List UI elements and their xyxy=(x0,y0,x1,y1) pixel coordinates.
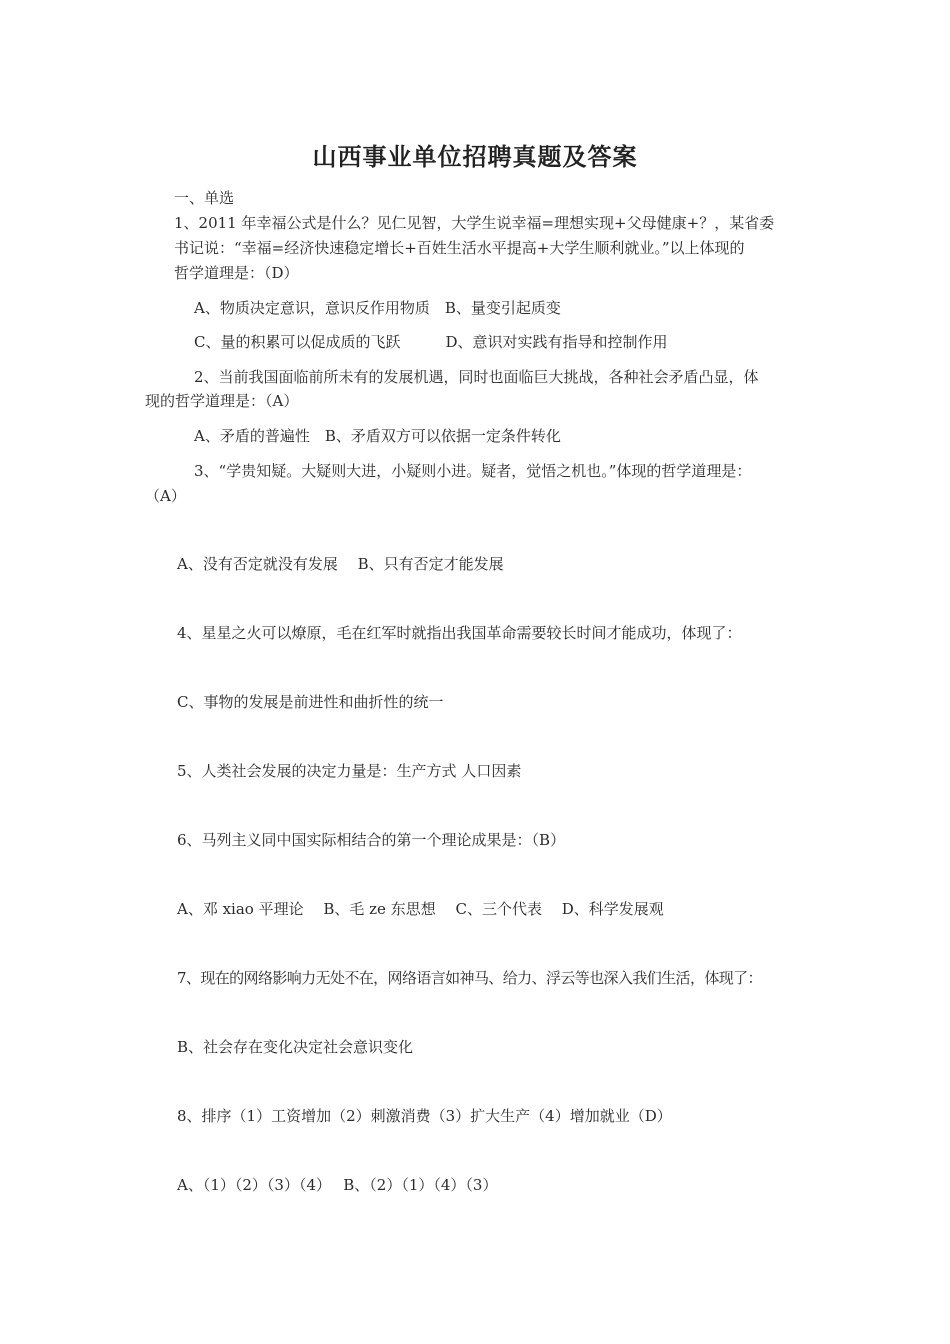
section-heading: 一、单选 xyxy=(174,189,235,207)
question-7-line-1: 7、现在的网络影响力无处不在，网络语言如神马、给力、浮云等也深入我们生活，体现了： xyxy=(177,969,762,987)
question-1-line-3: 哲学道理是：（D） xyxy=(174,264,299,282)
question-7-answer: B、社会存在变化决定社会意识变化 xyxy=(177,1038,414,1056)
question-4-answer: C、事物的发展是前进性和曲折性的统一 xyxy=(177,693,444,711)
question-3-line-2: （A） xyxy=(145,487,186,505)
question-2-line-2: 现的哲学道理是：（A） xyxy=(145,392,299,410)
question-3-line-1: 3、“学贵知疑。大疑则大进，小疑则小进。疑者，觉悟之机也。”体现的哲学道理是： xyxy=(194,462,752,480)
question-1-line-2: 书记说：“幸福=经济快速稳定增长+百姓生活水平提高+大学生顺利就业。”以上体现的 xyxy=(174,239,745,257)
question-2-line-1: 2、当前我国面临前所未有的发展机遇，同时也面临巨大挑战，各种社会矛盾凸显，体 xyxy=(194,368,759,386)
question-2-options: A、矛盾的普遍性 B、矛盾双方可以依据一定条件转化 xyxy=(194,427,561,445)
question-6-options: A、邓 xiao 平理论 B、毛 ze 东思想 C、三个代表 D、科学发展观 xyxy=(177,900,664,918)
question-3-options: A、没有否定就没有发展 B、只有否定才能发展 xyxy=(177,555,504,573)
question-1-options-ab: A、物质决定意识，意识反作用物质 B、量变引起质变 xyxy=(194,299,561,317)
question-8-options: A、（1）（2）（3）（4） B、（2）（1）（4）（3） xyxy=(177,1176,498,1194)
question-1-options-cd: C、量的积累可以促成质的飞跃 D、意识对实践有指导和控制作用 xyxy=(194,333,668,351)
question-8-line-1: 8、排序（1）工资增加（2）刺激消费（3）扩大生产（4）增加就业（D） xyxy=(177,1107,672,1125)
question-4-line-1: 4、星星之火可以燎原，毛在红军时就指出我国革命需要较长时间才能成功，体现了： xyxy=(177,624,742,642)
question-5-line-1: 5、人类社会发展的决定力量是：生产方式 人口因素 xyxy=(177,762,522,780)
question-1-line-1: 1、2011 年幸福公式是什么？见仁见智，大学生说幸福=理想实现+父母健康+？，某省委 xyxy=(174,214,775,232)
question-6-line-1: 6、马列主义同中国实际相结合的第一个理论成果是：（B） xyxy=(177,831,566,849)
page-title: 山西事业单位招聘真题及答案 xyxy=(312,142,638,171)
